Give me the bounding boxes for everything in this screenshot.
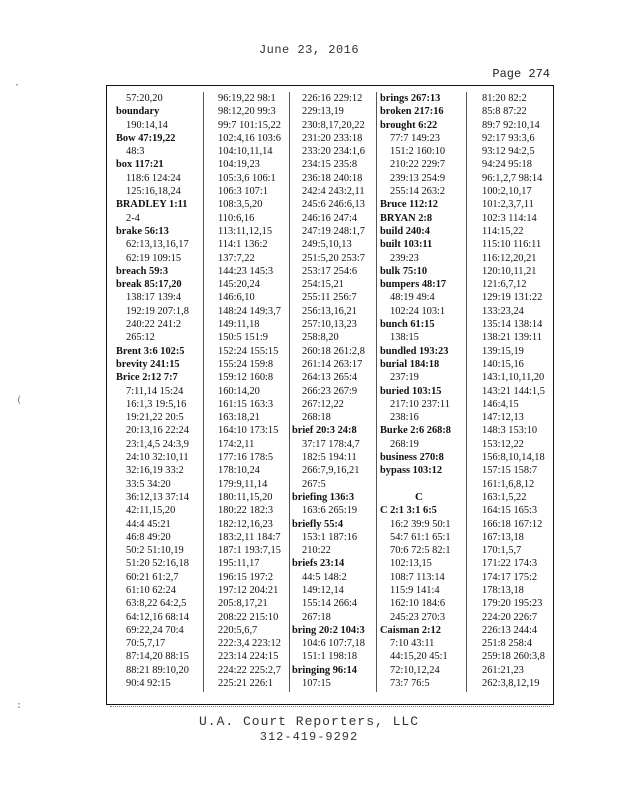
index-entry-line: 246:16 247:4 bbox=[302, 212, 358, 224]
index-entry-line: 238:16 bbox=[390, 412, 419, 424]
index-entry-line: 60:21 61:2,7 bbox=[126, 571, 179, 583]
index-entry-line: 220:5,6,7 bbox=[218, 624, 258, 636]
index-entry-headword: Brent 3:6 102:5 bbox=[116, 345, 185, 357]
index-entry-line: 73:7 76:5 bbox=[390, 678, 430, 690]
index-entry-line: 180:22 182:3 bbox=[218, 505, 274, 517]
index-entry-line: 162:10 184:6 bbox=[390, 598, 446, 610]
index-column-5 bbox=[472, 92, 550, 690]
index-entry-line: 101:2,3,7,11 bbox=[482, 199, 534, 211]
index-entry-line: 94:24 95:18 bbox=[482, 159, 532, 171]
index-entry-line: 110:6,16 bbox=[218, 212, 255, 224]
index-entry-line: 121:6,7,12 bbox=[482, 279, 527, 291]
index-entry-line: 137:7,22 bbox=[218, 252, 255, 264]
index-entry-line: 48:19 49:4 bbox=[390, 292, 435, 304]
index-entry-headword: BRYAN 2:8 bbox=[380, 212, 433, 224]
index-entry-line: 148:3 153:10 bbox=[482, 425, 538, 437]
index-entry-line: 161:15 163:3 bbox=[218, 398, 274, 410]
index-entry-line: 62:19 109:15 bbox=[126, 252, 182, 264]
index-entry-line: 133:23,24 bbox=[482, 305, 524, 317]
index-entry-line: 108:7 113:14 bbox=[390, 571, 445, 583]
index-entry-line: 187:1 193:7,15 bbox=[218, 545, 281, 557]
index-entry-line: 100:2,10,17 bbox=[482, 186, 532, 198]
footer-rule bbox=[110, 706, 550, 708]
index-entry-line: 104:6 107:7,18 bbox=[302, 638, 365, 650]
index-entry-line: 92:17 93:3,6 bbox=[482, 132, 535, 144]
index-entry-line: 268:18 bbox=[302, 412, 331, 424]
index-entry-line: 16:2 39:9 50:1 bbox=[390, 518, 451, 530]
court-reporter-phone: 312-419-9292 bbox=[259, 730, 359, 744]
index-entry-line: 61:10 62:24 bbox=[126, 584, 176, 596]
column-divider bbox=[289, 92, 290, 692]
index-entry-line: 268:19 bbox=[390, 438, 419, 450]
index-entry-line: 151:2 160:10 bbox=[390, 146, 446, 158]
index-entry-line: 155:14 266:4 bbox=[302, 598, 358, 610]
index-entry-line: 262:3,8,12,19 bbox=[482, 678, 540, 690]
index-entry-line: 197:12 204:21 bbox=[218, 584, 279, 596]
index-entry-headword: Burke 2:6 268:8 bbox=[380, 425, 451, 437]
index-entry-headword: brevity 241:15 bbox=[116, 358, 180, 370]
index-entry-line: 135:14 138:14 bbox=[482, 319, 543, 331]
index-entry-line: 70:6 72:5 82:1 bbox=[390, 545, 451, 557]
index-entry-line: 90:4 92:15 bbox=[126, 678, 171, 690]
index-entry-line: 226:16 229:12 bbox=[302, 93, 363, 104]
index-entry-line: 115:10 116:11 bbox=[482, 239, 542, 251]
index-entry-line: 178:13,18 bbox=[482, 584, 524, 596]
index-entry-line: 144:23 145:3 bbox=[218, 265, 274, 277]
index-entry-line: 222:3,4 223:12 bbox=[218, 638, 281, 650]
index-entry-line: 139:15,19 bbox=[482, 345, 524, 357]
index-entry-line: 208:22 215:10 bbox=[218, 611, 279, 623]
index-entry-headword: brake 56:13 bbox=[116, 225, 169, 237]
index-entry-line: 157:15 158:7 bbox=[482, 465, 538, 477]
index-entry-line: 106:3 107:1 bbox=[218, 186, 268, 198]
index-entry-line: 267:12,22 bbox=[302, 398, 344, 410]
index-entry-line: 20:13,16 22:24 bbox=[126, 425, 189, 437]
index-entry-headword: C 2:1 3:1 6:5 bbox=[380, 505, 437, 517]
index-entry-line: 251:5,20 253:7 bbox=[302, 252, 365, 264]
index-entry-headword: box 117:21 bbox=[116, 159, 164, 171]
index-entry-line: 46:8 49:20 bbox=[126, 531, 171, 543]
index-entry-headword: breach 59:3 bbox=[116, 265, 169, 277]
index-entry-line: 63:8,22 64:2,5 bbox=[126, 598, 187, 610]
index-entry-line: 192:19 207:1,8 bbox=[126, 305, 189, 317]
index-entry-line: 118:6 124:24 bbox=[126, 172, 181, 184]
index-entry-line: 19:21,22 20:5 bbox=[126, 412, 184, 424]
index-entry-headword: bypass 103:12 bbox=[380, 465, 443, 477]
index-entry-line: 231:20 233:18 bbox=[302, 132, 363, 144]
index-entry-line: 102:4,16 103:6 bbox=[218, 132, 281, 144]
index-entry-line: 16:1,3 19:5,16 bbox=[126, 398, 187, 410]
index-entry-line: 190:14,14 bbox=[126, 119, 168, 131]
index-entry-headword: brief 20:3 24:8 bbox=[292, 425, 357, 437]
index-entry-headword: break 85:17,20 bbox=[116, 279, 182, 291]
index-entry-line: 115:9 141:4 bbox=[390, 584, 440, 596]
index-entry-line: 163:18,21 bbox=[218, 412, 260, 424]
index-entry-headword: burial 184:18 bbox=[380, 358, 440, 370]
page-number: Page 274 bbox=[492, 67, 550, 81]
index-entry-headword: bumpers 48:17 bbox=[380, 279, 447, 291]
index-entry-line: 99:7 101:15,22 bbox=[218, 119, 281, 131]
index-entry-line: 138:17 139:4 bbox=[126, 292, 182, 304]
index-entry-line: 152:24 155:15 bbox=[218, 345, 279, 357]
index-entry-line: 249:5,10,13 bbox=[302, 239, 352, 251]
index-entry-line: 267:18 bbox=[302, 611, 331, 623]
index-entry-line: 44:4 45:21 bbox=[126, 518, 171, 530]
index-entry-line: 166:18 167:12 bbox=[482, 518, 543, 530]
column-divider bbox=[203, 92, 204, 692]
index-entry-line: 239:13 254:9 bbox=[390, 172, 446, 184]
index-entry-headword: briefing 136:3 bbox=[292, 491, 355, 503]
index-entry-line: 170:1,5,7 bbox=[482, 545, 522, 557]
index-entry-line: 267:5 bbox=[302, 478, 326, 490]
index-entry-line: 179:20 195:23 bbox=[482, 598, 543, 610]
index-entry-line: 236:18 240:18 bbox=[302, 172, 363, 184]
index-entry-line: 146:4,15 bbox=[482, 398, 519, 410]
scan-speck: ( bbox=[16, 395, 23, 406]
index-entry-line: 164:15 165:3 bbox=[482, 505, 538, 517]
index-entry-line: 255:14 263:2 bbox=[390, 186, 446, 198]
index-entry-line: 182:12,16,23 bbox=[218, 518, 273, 530]
index-entry-line: 107:15 bbox=[302, 678, 331, 690]
index-entry-line: 108:3,5,20 bbox=[218, 199, 263, 211]
index-entry-line: 114:15,22 bbox=[482, 225, 524, 237]
index-column-4 bbox=[380, 92, 458, 690]
index-entry-headword: briefly 55:4 bbox=[292, 518, 344, 530]
index-entry-line: 138:15 bbox=[390, 332, 419, 344]
index-entry-line: 234:15 235:8 bbox=[302, 159, 358, 171]
index-entry-line: 225:21 226:1 bbox=[218, 678, 274, 690]
deposition-date: June 23, 2016 bbox=[258, 43, 360, 57]
index-entry-headword: Brice 2:12 7:7 bbox=[116, 372, 178, 384]
index-entry-line: 179:9,11,14 bbox=[218, 478, 268, 490]
index-entry-line: 160:14,20 bbox=[218, 385, 260, 397]
index-entry-line: 253:17 254:6 bbox=[302, 265, 358, 277]
index-entry-line: 23:1,4,5 24:3,9 bbox=[126, 438, 189, 450]
index-entry-line: 256:13,16,21 bbox=[302, 305, 357, 317]
index-entry-line: 85:8 87:22 bbox=[482, 106, 527, 118]
index-entry-line: 7:10 43:11 bbox=[390, 638, 435, 650]
index-entry-line: 50:2 51:10,19 bbox=[126, 545, 184, 557]
index-entry-headword: brings 267:13 bbox=[380, 93, 441, 104]
index-entry-line: 255:11 256:7 bbox=[302, 292, 357, 304]
index-entry-line: 205:8,17,21 bbox=[218, 598, 268, 610]
index-entry-line: 2-4 bbox=[126, 212, 140, 224]
index-entry-headword: bringing 96:14 bbox=[292, 664, 357, 676]
index-entry-line: 148:24 149:3,7 bbox=[218, 305, 281, 317]
index-entry-line: 104:19,23 bbox=[218, 159, 260, 171]
index-entry-line: 183:2,11 184:7 bbox=[218, 531, 281, 543]
index-entry-line: 105:3,6 106:1 bbox=[218, 172, 276, 184]
index-entry-line: 54:7 61:1 65:1 bbox=[390, 531, 451, 543]
index-entry-line: 37:17 178:4,7 bbox=[302, 438, 360, 450]
index-entry-headword: Caisman 2:12 bbox=[380, 624, 441, 636]
index-entry-headword: BRADLEY 1:11 bbox=[116, 199, 188, 211]
index-entry-line: 24:10 32:10,11 bbox=[126, 452, 189, 464]
index-entry-line: 32:16,19 33:2 bbox=[126, 465, 184, 477]
index-entry-line: 42:11,15,20 bbox=[126, 505, 176, 517]
index-entry-line: 129:19 131:22 bbox=[482, 292, 543, 304]
index-entry-line: 258:8,20 bbox=[302, 332, 339, 344]
index-entry-line: 146:6,10 bbox=[218, 292, 255, 304]
index-entry-line: 104:10,11,14 bbox=[218, 146, 273, 158]
index-entry-line: 180:11,15,20 bbox=[218, 491, 273, 503]
index-entry-line: 233:20 234:1,6 bbox=[302, 146, 365, 158]
index-entry-line: 143:1,10,11,20 bbox=[482, 372, 545, 384]
index-entry-line: 242:4 243:2,11 bbox=[302, 186, 365, 198]
index-entry-line: 7:11,14 15:24 bbox=[126, 385, 184, 397]
index-column-2 bbox=[208, 92, 286, 690]
index-entry-line: 72:10,12,24 bbox=[390, 664, 440, 676]
index-entry-line: 81:20 82:2 bbox=[482, 93, 527, 104]
index-entry-line: 44:15,20 45:1 bbox=[390, 651, 448, 663]
index-entry-line: 51:20 52:16,18 bbox=[126, 558, 189, 570]
index-entry-line: 153:1 187:16 bbox=[302, 531, 358, 543]
index-entry-headword: bundled 193:23 bbox=[380, 345, 449, 357]
index-entry-line: 195:11,17 bbox=[218, 558, 260, 570]
index-entry-line: 171:22 174:3 bbox=[482, 558, 538, 570]
index-entry-line: 88:21 89:10,20 bbox=[126, 664, 189, 676]
index-entry-headword: buried 103:15 bbox=[380, 385, 442, 397]
index-entry-line: 96:1,2,7 98:14 bbox=[482, 172, 543, 184]
index-entry-headword: bring 20:2 104:3 bbox=[292, 624, 365, 636]
index-entry-headword: broken 217:16 bbox=[380, 106, 444, 118]
index-entry-line: 93:12 94:2,5 bbox=[482, 146, 535, 158]
index-entry-line: 143:21 144:1,5 bbox=[482, 385, 545, 397]
index-entry-headword: bulk 75:10 bbox=[380, 265, 428, 277]
index-column-3 bbox=[292, 92, 370, 690]
index-entry-headword: Bow 47:19,22 bbox=[116, 132, 176, 144]
index-entry-line: 261:21,23 bbox=[482, 664, 524, 676]
index-entry-line: 140:15,16 bbox=[482, 358, 524, 370]
index-entry-line: 102:3 114:14 bbox=[482, 212, 537, 224]
scan-speck: · bbox=[14, 80, 21, 91]
index-entry-line: 224:22 225:2,7 bbox=[218, 664, 281, 676]
index-entry-line: 257:10,13,23 bbox=[302, 319, 357, 331]
index-entry-line: 102:13,15 bbox=[390, 558, 432, 570]
index-entry-headword: bunch 61:15 bbox=[380, 319, 435, 331]
index-entry-line: 153:12,22 bbox=[482, 438, 524, 450]
index-entry-line: 224:20 226:7 bbox=[482, 611, 538, 623]
index-entry-line: 69:22,24 70:4 bbox=[126, 624, 184, 636]
index-entry-line: 237:19 bbox=[390, 372, 419, 384]
index-entry-line: 177:16 178:5 bbox=[218, 452, 274, 464]
index-entry-line: 98:12,20 99:3 bbox=[218, 106, 276, 118]
index-entry-headword: built 103:11 bbox=[380, 239, 433, 251]
index-entry-headword: briefs 23:14 bbox=[292, 558, 345, 570]
index-entry-line: 163:1,5,22 bbox=[482, 491, 527, 503]
column-divider bbox=[376, 92, 377, 692]
index-entry-line: 265:12 bbox=[126, 332, 155, 344]
index-entry-headword: business 270:8 bbox=[380, 452, 444, 464]
index-entry-line: 217:10 237:11 bbox=[390, 398, 450, 410]
index-entry-line: 116:12,20,21 bbox=[482, 252, 537, 264]
index-entry-line: 240:22 241:2 bbox=[126, 319, 182, 331]
index-entry-line: 147:12,13 bbox=[482, 412, 524, 424]
index-entry-line: 245:23 270:3 bbox=[390, 611, 446, 623]
index-entry-line: 33:5 34:20 bbox=[126, 478, 171, 490]
index-entry-line: 113:11,12,15 bbox=[218, 225, 273, 237]
index-entry-line: 149:12,14 bbox=[302, 584, 344, 596]
index-entry-line: 89:7 92:10,14 bbox=[482, 119, 540, 131]
index-entry-line: 125:16,18,24 bbox=[126, 186, 181, 198]
index-entry-line: 251:8 258:4 bbox=[482, 638, 532, 650]
index-entry-line: 44:5 148:2 bbox=[302, 571, 347, 583]
index-entry-line: 138:21 139:11 bbox=[482, 332, 542, 344]
index-entry-line: 36:12,13 37:14 bbox=[126, 491, 189, 503]
index-entry-headword: boundary bbox=[116, 106, 160, 118]
index-entry-line: 96:19,22 98:1 bbox=[218, 93, 276, 104]
index-entry-line: 260:18 261:2,8 bbox=[302, 345, 365, 357]
index-entry-line: 261:14 263:17 bbox=[302, 358, 363, 370]
index-entry-line bbox=[380, 478, 458, 491]
index-entry-line: 210:22 229:7 bbox=[390, 159, 446, 171]
index-entry-line: 114:1 136:2 bbox=[218, 239, 268, 251]
index-entry-line: 266:23 267:9 bbox=[302, 385, 358, 397]
court-reporter-name: U.A. Court Reporters, LLC bbox=[198, 714, 420, 729]
index-entry-line: 161:1,6,8,12 bbox=[482, 478, 535, 490]
index-entry-line: 264:13 265:4 bbox=[302, 372, 358, 384]
index-entry-line: 149:11,18 bbox=[218, 319, 260, 331]
index-entry-line: 163:6 265:19 bbox=[302, 505, 358, 517]
index-entry-line: 145:20,24 bbox=[218, 279, 260, 291]
index-entry-line: 266:7,9,16,21 bbox=[302, 465, 360, 477]
index-entry-line: 164:10 173:15 bbox=[218, 425, 279, 437]
index-entry-line: 151:1 198:18 bbox=[302, 651, 358, 663]
index-entry-line: 196:15 197:2 bbox=[218, 571, 274, 583]
index-entry-line: 167:13,18 bbox=[482, 531, 524, 543]
index-entry-line: 174:2,11 bbox=[218, 438, 255, 450]
index-entry-line: 245:6 246:6,13 bbox=[302, 199, 365, 211]
index-entry-line: 247:19 248:1,7 bbox=[302, 225, 365, 237]
index-entry-line: 223:14 224:15 bbox=[218, 651, 279, 663]
index-entry-line: 87:14,20 88:15 bbox=[126, 651, 189, 663]
index-entry-line: 254:15,21 bbox=[302, 279, 344, 291]
index-entry-headword: Bruce 112:12 bbox=[380, 199, 439, 211]
index-entry-line: 62:13,13,16,17 bbox=[126, 239, 189, 251]
index-entry-line: 259:18 260:3,8 bbox=[482, 651, 545, 663]
index-entry-line: 226:13 244:4 bbox=[482, 624, 538, 636]
index-entry-line: 48:3 bbox=[126, 146, 145, 158]
index-entry-line: 210:22 bbox=[302, 545, 331, 557]
index-entry-line: 178:10,24 bbox=[218, 465, 260, 477]
index-column-1 bbox=[116, 92, 194, 690]
index-entry-headword: build 240:4 bbox=[380, 225, 430, 237]
index-entry-line: 174:17 175:2 bbox=[482, 571, 538, 583]
index-entry-line: 77:7 149:23 bbox=[390, 132, 440, 144]
index-entry-line: 120:10,11,21 bbox=[482, 265, 537, 277]
index-section-letter: C bbox=[415, 490, 423, 503]
index-entry-line: 159:12 160:8 bbox=[218, 372, 274, 384]
index-entry-line: 182:5 194:11 bbox=[302, 452, 357, 464]
index-entry-headword: brought 6:22 bbox=[380, 119, 438, 131]
index-entry-line: 70:5,7,17 bbox=[126, 638, 166, 650]
index-entry-line: 150:5 151:9 bbox=[218, 332, 268, 344]
scan-speck: : bbox=[16, 700, 23, 711]
index-entry-line: 57:20,20 bbox=[126, 93, 163, 104]
index-entry-line: 239:23 bbox=[390, 252, 419, 264]
column-divider bbox=[466, 92, 467, 692]
index-entry-line: 230:8,17,20,22 bbox=[302, 119, 365, 131]
index-entry-line: 156:8,10,14,18 bbox=[482, 452, 545, 464]
index-entry-line: 64:12,16 68:14 bbox=[126, 611, 189, 623]
index-entry-line: 102:24 103:1 bbox=[390, 305, 446, 317]
index-entry-line: 155:24 159:8 bbox=[218, 358, 274, 370]
index-entry-line: 229:13,19 bbox=[302, 106, 344, 118]
